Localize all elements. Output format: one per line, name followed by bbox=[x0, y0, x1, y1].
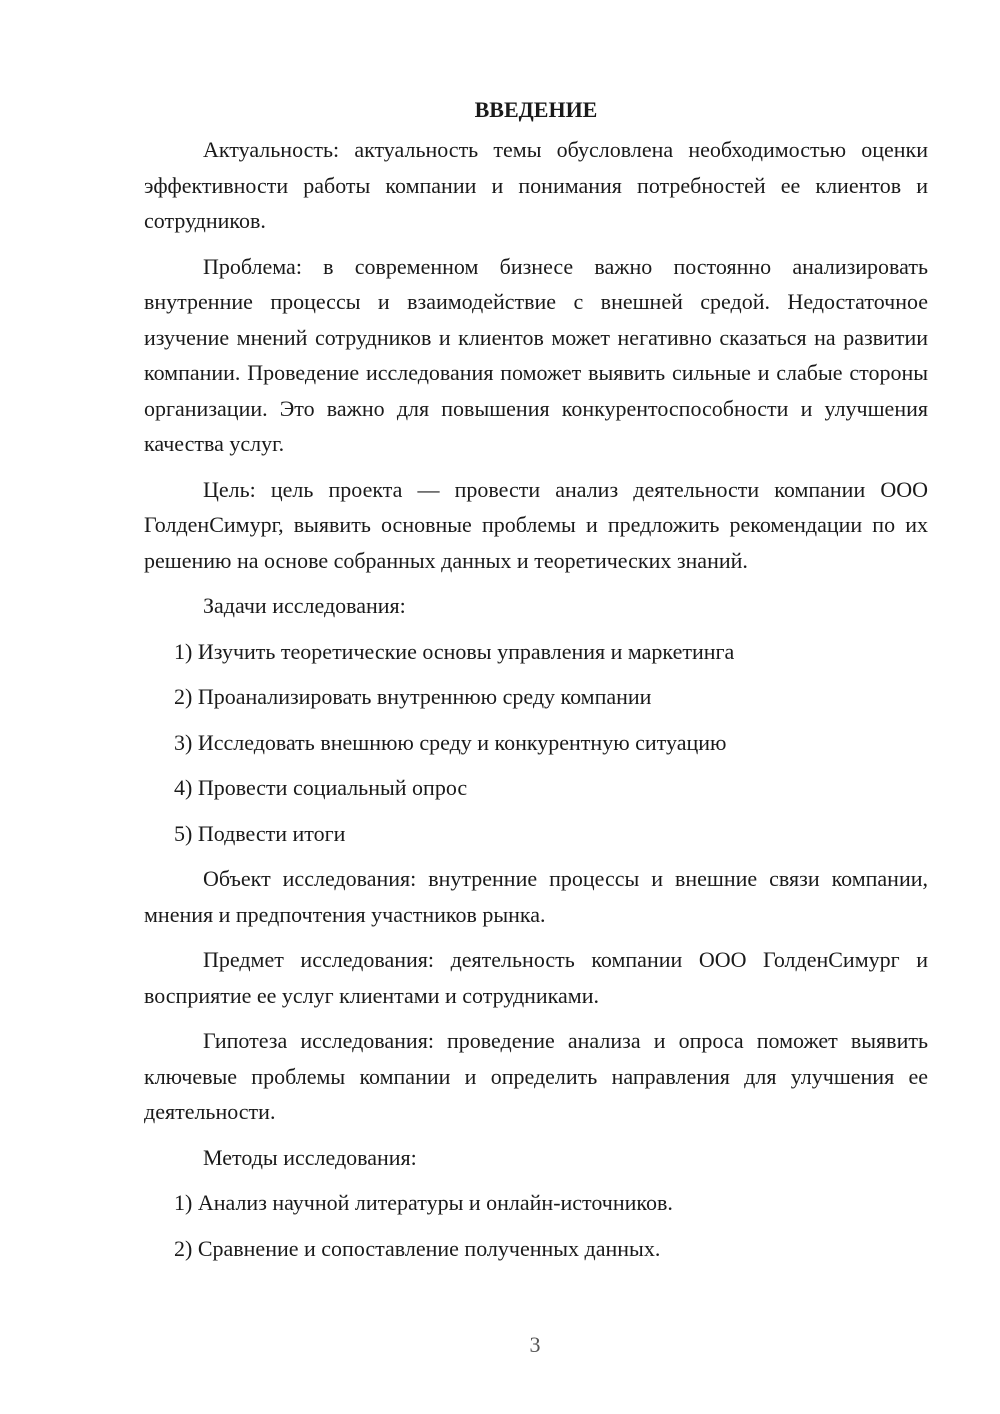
problem-paragraph: Проблема: в современном бизнесе важно постоянно анализировать внутренние процессы и взаимодействие с внешней средой. Недостаточное изучение мнений сотрудников и клиентов может негативно сказаться на развитии компании. Проведение исследования поможет выявить сильные и слабые стороны организации. Это важно для повышения конкурентоспособности и улучшения качества услуг. bbox=[144, 253, 928, 456]
hypothesis-paragraph: Гипотеза исследования: проведение анализа и опроса поможет выявить ключевые проблемы компании и определить направления для улучшения ее деятельности. bbox=[144, 1028, 928, 1124]
goal-paragraph: Цель: цель проекта — провести анализ деятельности компании ООО ГолденСимург, выявить основные проблемы и предложить рекомендации по их решению на основе собранных данных и теоретических знаний. bbox=[144, 476, 928, 573]
method-item: 1) Анализ научной литературы и онлайн-источников. bbox=[174, 1190, 673, 1215]
tasks-list bbox=[144, 634, 928, 852]
tasks-heading: Задачи исследования: bbox=[203, 593, 406, 618]
document-page bbox=[144, 92, 928, 1276]
task-item: 4) Провести социальный опрос bbox=[174, 775, 468, 800]
methods-list bbox=[144, 1185, 928, 1266]
method-item: 2) Сравнение и сопоставление полученных данных. bbox=[174, 1235, 661, 1261]
task-item: 1) Изучить теоретические основы управления и маркетинга bbox=[174, 638, 735, 664]
task-item: 5) Подвести итоги bbox=[174, 820, 346, 846]
task-item: 3) Исследовать внешнюю среду и конкурентную ситуацию bbox=[174, 729, 727, 755]
subject-paragraph: Предмет исследования: деятельность компании ООО ГолденСимург и восприятие ее услуг клиентами и сотрудниками. bbox=[144, 947, 928, 1008]
object-paragraph: Объект исследования: внутренние процессы и внешние связи компании, мнения и предпочтения участников рынка. bbox=[144, 866, 928, 927]
page-number: 3 bbox=[529, 1332, 541, 1357]
section-title: ВВЕДЕНИЕ bbox=[474, 97, 598, 122]
task-item: 2) Проанализировать внутреннюю среду компании bbox=[174, 684, 652, 709]
methods-heading: Методы исследования: bbox=[203, 1144, 417, 1170]
relevance-paragraph: Актуальность: актуальность темы обусловлена необходимостью оценки эффективности работы компании и понимания потребностей ее клиентов и сотрудников. bbox=[144, 137, 928, 233]
